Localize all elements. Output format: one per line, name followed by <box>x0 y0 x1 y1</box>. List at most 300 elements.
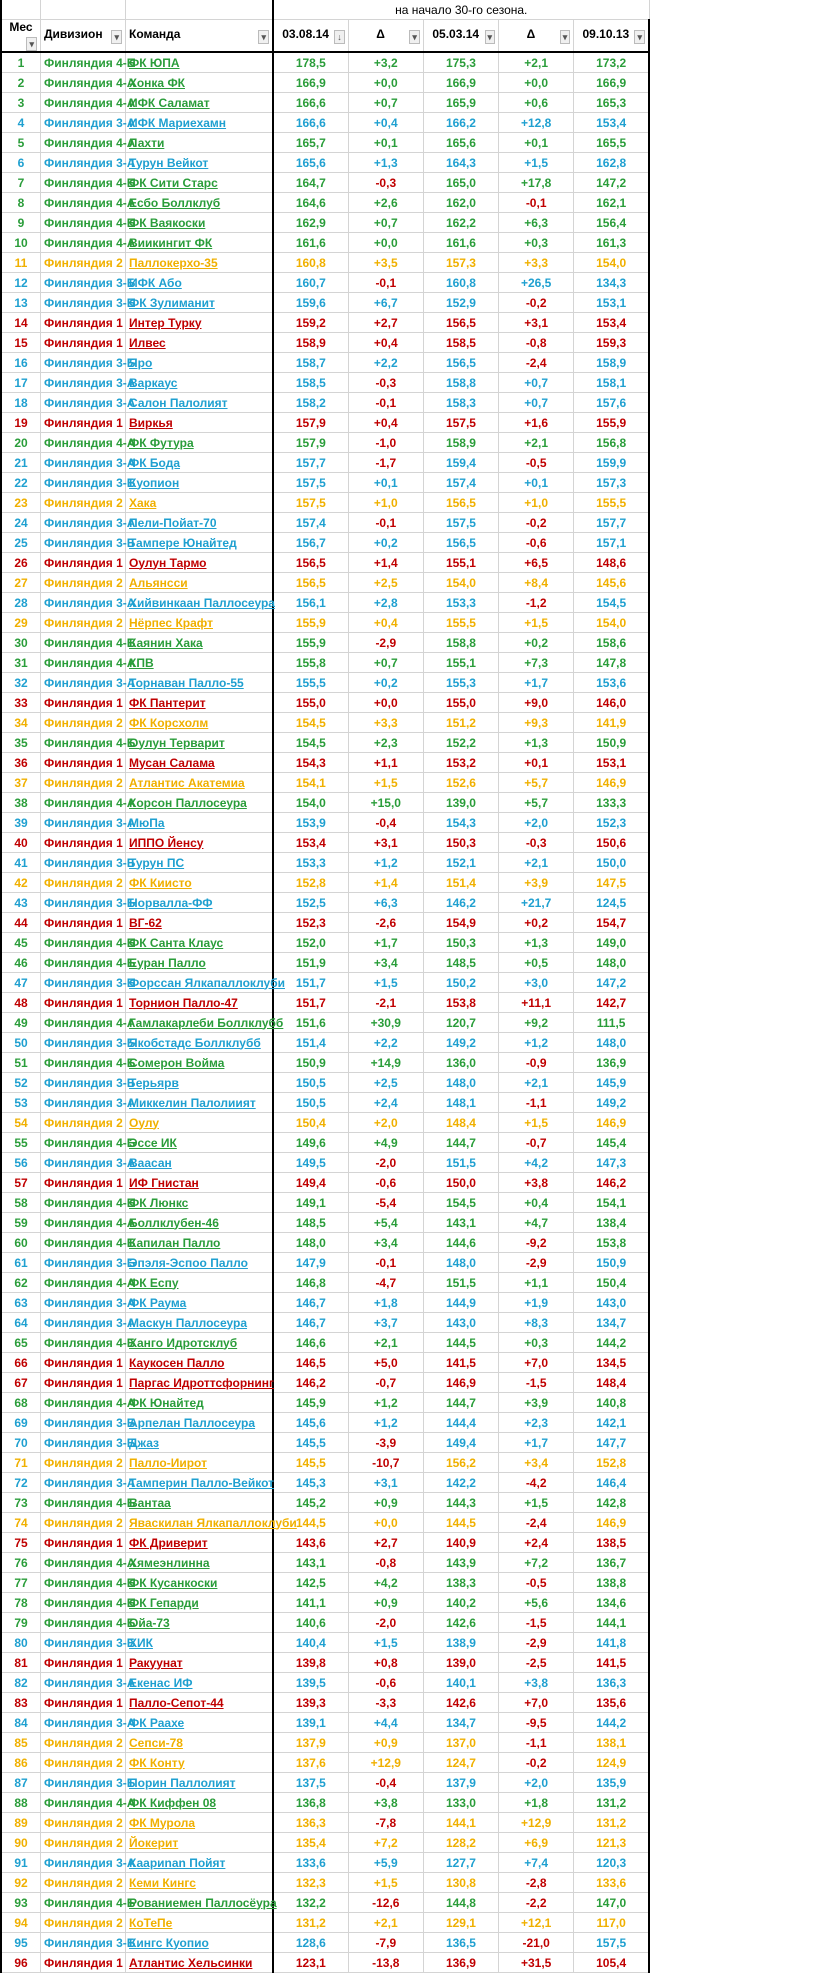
place-cell[interactable]: 7 <box>1 173 41 193</box>
team-cell[interactable]: Илвес <box>126 333 274 353</box>
division-cell[interactable]: Финляндия 4-Б <box>41 52 126 73</box>
team-cell[interactable]: КПВ <box>126 653 274 673</box>
rating-a-cell[interactable]: 151,6 <box>273 1013 348 1033</box>
rating-c-cell[interactable]: 147,0 <box>574 1893 649 1913</box>
rating-c-cell[interactable]: 173,2 <box>574 52 649 73</box>
rating-b-cell[interactable]: 156,5 <box>423 493 498 513</box>
place-cell[interactable]: 82 <box>1 1673 41 1693</box>
rating-a-cell[interactable]: 157,5 <box>273 493 348 513</box>
rating-c-cell[interactable]: 150,0 <box>574 853 649 873</box>
delta-a-cell[interactable]: +6,3 <box>348 893 423 913</box>
rating-c-cell[interactable]: 111,5 <box>574 1013 649 1033</box>
delta-a-cell[interactable]: -2,6 <box>348 913 423 933</box>
rating-a-cell[interactable]: 147,9 <box>273 1253 348 1273</box>
team-cell[interactable]: Оулун Тармо <box>126 553 274 573</box>
rating-a-cell[interactable]: 146,6 <box>273 1333 348 1353</box>
division-cell[interactable]: Финляндия 3-А <box>41 813 126 833</box>
team-cell[interactable]: Еуран Палло <box>126 953 274 973</box>
delta-b-cell[interactable]: +8,3 <box>499 1313 574 1333</box>
delta-b-cell[interactable]: +0,1 <box>499 133 574 153</box>
delta-a-cell[interactable]: -7,8 <box>348 1813 423 1833</box>
rating-b-cell[interactable]: 144,7 <box>423 1393 498 1413</box>
rating-b-cell[interactable]: 166,9 <box>423 73 498 93</box>
rating-b-cell[interactable]: 150,3 <box>423 933 498 953</box>
rating-a-cell[interactable]: 158,7 <box>273 353 348 373</box>
rating-b-cell[interactable]: 144,3 <box>423 1493 498 1513</box>
col-header-date-c[interactable]: 09.10.13 ▾ <box>574 20 649 53</box>
rating-b-cell[interactable]: 156,5 <box>423 353 498 373</box>
division-cell[interactable]: Финляндия 4-А <box>41 1013 126 1033</box>
delta-a-cell[interactable]: +0,1 <box>348 473 423 493</box>
division-cell[interactable]: Финляндия 3-А <box>41 1473 126 1493</box>
rating-c-cell[interactable]: 158,1 <box>574 373 649 393</box>
division-cell[interactable]: Финляндия 1 <box>41 1353 126 1373</box>
rating-b-cell[interactable]: 128,2 <box>423 1833 498 1853</box>
rating-a-cell[interactable]: 152,5 <box>273 893 348 913</box>
division-cell[interactable]: Финляндия 3-Б <box>41 1413 126 1433</box>
rating-b-cell[interactable]: 158,3 <box>423 393 498 413</box>
rating-c-cell[interactable]: 138,4 <box>574 1213 649 1233</box>
rating-a-cell[interactable]: 139,5 <box>273 1673 348 1693</box>
rating-a-cell[interactable]: 157,7 <box>273 453 348 473</box>
rating-a-cell[interactable]: 140,6 <box>273 1613 348 1633</box>
rating-c-cell[interactable]: 131,2 <box>574 1793 649 1813</box>
delta-a-cell[interactable]: -0,6 <box>348 1173 423 1193</box>
delta-b-cell[interactable]: +0,3 <box>499 1333 574 1353</box>
rating-b-cell[interactable]: 157,3 <box>423 253 498 273</box>
team-cell[interactable]: ИФК Саламат <box>126 93 274 113</box>
rating-c-cell[interactable]: 124,5 <box>574 893 649 913</box>
rating-a-cell[interactable]: 151,4 <box>273 1033 348 1053</box>
delta-b-cell[interactable]: +2,1 <box>499 853 574 873</box>
delta-b-cell[interactable]: +0,4 <box>499 1193 574 1213</box>
team-cell[interactable]: Сепси-78 <box>126 1733 274 1753</box>
delta-a-cell[interactable]: -0,3 <box>348 373 423 393</box>
col-header-delta-a[interactable]: Δ ▾ <box>348 20 423 53</box>
team-cell[interactable]: ФК Гепарди <box>126 1593 274 1613</box>
delta-a-cell[interactable]: +0,0 <box>348 693 423 713</box>
rating-a-cell[interactable]: 150,9 <box>273 1053 348 1073</box>
rating-c-cell[interactable]: 155,5 <box>574 493 649 513</box>
rating-b-cell[interactable]: 138,3 <box>423 1573 498 1593</box>
division-cell[interactable]: Финляндия 3-А <box>41 373 126 393</box>
place-cell[interactable]: 41 <box>1 853 41 873</box>
team-cell[interactable]: ИФК Мариехамн <box>126 113 274 133</box>
team-cell[interactable]: ИФК Або <box>126 273 274 293</box>
place-cell[interactable]: 65 <box>1 1333 41 1353</box>
rating-a-cell[interactable]: 159,6 <box>273 293 348 313</box>
rating-c-cell[interactable]: 145,6 <box>574 573 649 593</box>
delta-b-cell[interactable]: +11,1 <box>499 993 574 1013</box>
division-cell[interactable]: Финляндия 3-А <box>41 1093 126 1113</box>
delta-a-cell[interactable]: -0,4 <box>348 813 423 833</box>
delta-a-cell[interactable]: -2,9 <box>348 633 423 653</box>
place-cell[interactable]: 64 <box>1 1313 41 1333</box>
place-cell[interactable]: 63 <box>1 1293 41 1313</box>
delta-a-cell[interactable]: -5,4 <box>348 1193 423 1213</box>
delta-b-cell[interactable]: +1,5 <box>499 153 574 173</box>
rating-b-cell[interactable]: 140,1 <box>423 1673 498 1693</box>
rating-c-cell[interactable]: 143,0 <box>574 1293 649 1313</box>
division-cell[interactable]: Финляндия 4-Б <box>41 1593 126 1613</box>
rating-b-cell[interactable]: 165,0 <box>423 173 498 193</box>
delta-a-cell[interactable]: +2,5 <box>348 573 423 593</box>
place-cell[interactable]: 87 <box>1 1773 41 1793</box>
team-cell[interactable]: Ракуунат <box>126 1653 274 1673</box>
rating-a-cell[interactable]: 150,4 <box>273 1113 348 1133</box>
division-cell[interactable]: Финляндия 3-Б <box>41 293 126 313</box>
rating-c-cell[interactable]: 146,4 <box>574 1473 649 1493</box>
delta-b-cell[interactable]: +6,3 <box>499 213 574 233</box>
rating-a-cell[interactable]: 155,9 <box>273 613 348 633</box>
rating-c-cell[interactable]: 147,5 <box>574 873 649 893</box>
delta-b-cell[interactable]: +2,1 <box>499 433 574 453</box>
rating-b-cell[interactable]: 154,5 <box>423 1193 498 1213</box>
rating-b-cell[interactable]: 148,0 <box>423 1253 498 1273</box>
division-cell[interactable]: Финляндия 3-А <box>41 1673 126 1693</box>
delta-a-cell[interactable]: +1,1 <box>348 753 423 773</box>
rating-c-cell[interactable]: 153,6 <box>574 673 649 693</box>
division-cell[interactable]: Финляндия 4-А <box>41 1213 126 1233</box>
rating-b-cell[interactable]: 124,7 <box>423 1753 498 1773</box>
delta-a-cell[interactable]: -0,8 <box>348 1553 423 1573</box>
team-cell[interactable]: Лахти <box>126 133 274 153</box>
rating-c-cell[interactable]: 147,2 <box>574 173 649 193</box>
division-cell[interactable]: Финляндия 2 <box>41 1873 126 1893</box>
rating-c-cell[interactable]: 150,9 <box>574 1253 649 1273</box>
division-cell[interactable]: Финляндия 4-А <box>41 1553 126 1573</box>
team-cell[interactable]: Арпелан Паллосеура <box>126 1413 274 1433</box>
delta-a-cell[interactable]: +0,8 <box>348 1653 423 1673</box>
rating-c-cell[interactable]: 141,8 <box>574 1633 649 1653</box>
filter-dropdown-icon[interactable]: ▾ <box>409 30 420 44</box>
place-cell[interactable]: 4 <box>1 113 41 133</box>
place-cell[interactable]: 59 <box>1 1213 41 1233</box>
division-cell[interactable]: Финляндия 3-А <box>41 453 126 473</box>
rating-c-cell[interactable]: 105,4 <box>574 1953 649 1973</box>
delta-b-cell[interactable]: -2,4 <box>499 1513 574 1533</box>
place-cell[interactable]: 51 <box>1 1053 41 1073</box>
place-cell[interactable]: 62 <box>1 1273 41 1293</box>
rating-a-cell[interactable]: 156,5 <box>273 553 348 573</box>
division-cell[interactable]: Финляндия 1 <box>41 413 126 433</box>
team-cell[interactable]: ФК Юнайтед <box>126 1393 274 1413</box>
team-cell[interactable]: ФК Раахе <box>126 1713 274 1733</box>
delta-a-cell[interactable]: -2,0 <box>348 1153 423 1173</box>
rating-a-cell[interactable]: 141,1 <box>273 1593 348 1613</box>
delta-a-cell[interactable]: +30,9 <box>348 1013 423 1033</box>
team-cell[interactable]: ФК Киисто <box>126 873 274 893</box>
rating-a-cell[interactable]: 166,6 <box>273 113 348 133</box>
delta-b-cell[interactable]: +3,1 <box>499 313 574 333</box>
delta-b-cell[interactable]: -0,3 <box>499 833 574 853</box>
team-cell[interactable]: Турун ПС <box>126 853 274 873</box>
rating-a-cell[interactable]: 148,0 <box>273 1233 348 1253</box>
team-cell[interactable]: Вантаа <box>126 1493 274 1513</box>
delta-b-cell[interactable]: +5,7 <box>499 773 574 793</box>
place-cell[interactable]: 67 <box>1 1373 41 1393</box>
delta-b-cell[interactable]: +5,6 <box>499 1593 574 1613</box>
rating-c-cell[interactable]: 121,3 <box>574 1833 649 1853</box>
delta-b-cell[interactable]: -0,8 <box>499 333 574 353</box>
team-cell[interactable]: Якобстадс Боллклубб <box>126 1033 274 1053</box>
delta-a-cell[interactable]: +0,4 <box>348 113 423 133</box>
team-cell[interactable]: Нёрпес Крафт <box>126 613 274 633</box>
rating-b-cell[interactable]: 158,8 <box>423 633 498 653</box>
place-cell[interactable]: 52 <box>1 1073 41 1093</box>
delta-a-cell[interactable]: +0,9 <box>348 1733 423 1753</box>
place-cell[interactable]: 95 <box>1 1933 41 1953</box>
rating-c-cell[interactable]: 157,6 <box>574 393 649 413</box>
rating-c-cell[interactable]: 150,4 <box>574 1273 649 1293</box>
division-cell[interactable]: Финляндия 4-Б <box>41 953 126 973</box>
rating-c-cell[interactable]: 146,9 <box>574 1113 649 1133</box>
rating-b-cell[interactable]: 146,9 <box>423 1373 498 1393</box>
division-cell[interactable]: Финляндия 4-А <box>41 73 126 93</box>
rating-b-cell[interactable]: 136,5 <box>423 1933 498 1953</box>
division-cell[interactable]: Финляндия 2 <box>41 773 126 793</box>
rating-c-cell[interactable]: 146,9 <box>574 1513 649 1533</box>
division-cell[interactable]: Финляндия 3-Б <box>41 1773 126 1793</box>
place-cell[interactable]: 5 <box>1 133 41 153</box>
rating-c-cell[interactable]: 136,7 <box>574 1553 649 1573</box>
rating-a-cell[interactable]: 146,7 <box>273 1293 348 1313</box>
place-cell[interactable]: 68 <box>1 1393 41 1413</box>
delta-b-cell[interactable]: +5,7 <box>499 793 574 813</box>
place-cell[interactable]: 49 <box>1 1013 41 1033</box>
rating-a-cell[interactable]: 145,5 <box>273 1433 348 1453</box>
division-cell[interactable]: Финляндия 3-Б <box>41 1433 126 1453</box>
division-cell[interactable]: Финляндия 4-Б <box>41 633 126 653</box>
delta-b-cell[interactable]: +9,0 <box>499 693 574 713</box>
rating-a-cell[interactable]: 165,7 <box>273 133 348 153</box>
delta-a-cell[interactable]: +3,1 <box>348 833 423 853</box>
rating-b-cell[interactable]: 155,5 <box>423 613 498 633</box>
team-cell[interactable]: Хака <box>126 493 274 513</box>
place-cell[interactable]: 13 <box>1 293 41 313</box>
place-cell[interactable]: 45 <box>1 933 41 953</box>
place-cell[interactable]: 15 <box>1 333 41 353</box>
delta-b-cell[interactable]: +1,3 <box>499 733 574 753</box>
rating-c-cell[interactable]: 150,9 <box>574 733 649 753</box>
rating-b-cell[interactable]: 165,9 <box>423 93 498 113</box>
place-cell[interactable]: 24 <box>1 513 41 533</box>
place-cell[interactable]: 3 <box>1 93 41 113</box>
rating-b-cell[interactable]: 137,0 <box>423 1733 498 1753</box>
team-cell[interactable]: ФК Футура <box>126 433 274 453</box>
place-cell[interactable]: 6 <box>1 153 41 173</box>
place-cell[interactable]: 17 <box>1 373 41 393</box>
place-cell[interactable]: 86 <box>1 1753 41 1773</box>
delta-a-cell[interactable]: +1,3 <box>348 153 423 173</box>
division-cell[interactable]: Финляндия 3-Б <box>41 473 126 493</box>
division-cell[interactable]: Финляндия 4-Б <box>41 733 126 753</box>
rating-c-cell[interactable]: 140,8 <box>574 1393 649 1413</box>
rating-a-cell[interactable]: 156,5 <box>273 573 348 593</box>
rating-c-cell[interactable]: 148,0 <box>574 1033 649 1053</box>
rating-c-cell[interactable]: 138,8 <box>574 1573 649 1593</box>
rating-a-cell[interactable]: 145,3 <box>273 1473 348 1493</box>
delta-b-cell[interactable]: +7,4 <box>499 1853 574 1873</box>
team-cell[interactable]: Оулун Терварит <box>126 733 274 753</box>
rating-a-cell[interactable]: 137,6 <box>273 1753 348 1773</box>
place-cell[interactable]: 42 <box>1 873 41 893</box>
rating-b-cell[interactable]: 156,5 <box>423 313 498 333</box>
division-cell[interactable]: Финляндия 3-А <box>41 1153 126 1173</box>
rating-a-cell[interactable]: 132,3 <box>273 1873 348 1893</box>
delta-a-cell[interactable]: +0,1 <box>348 133 423 153</box>
rating-a-cell[interactable]: 139,1 <box>273 1713 348 1733</box>
place-cell[interactable]: 10 <box>1 233 41 253</box>
team-cell[interactable]: Эпэля-Эспоо Палло <box>126 1253 274 1273</box>
rating-a-cell[interactable]: 143,1 <box>273 1553 348 1573</box>
rating-b-cell[interactable]: 150,0 <box>423 1173 498 1193</box>
division-cell[interactable]: Финляндия 3-Б <box>41 1253 126 1273</box>
rating-c-cell[interactable]: 153,1 <box>574 753 649 773</box>
rating-a-cell[interactable]: 155,8 <box>273 653 348 673</box>
delta-b-cell[interactable]: +2,0 <box>499 1773 574 1793</box>
rating-c-cell[interactable]: 155,9 <box>574 413 649 433</box>
rating-b-cell[interactable]: 154,0 <box>423 573 498 593</box>
team-cell[interactable]: Атлантис Хельсинки <box>126 1953 274 1973</box>
rating-a-cell[interactable]: 154,5 <box>273 733 348 753</box>
delta-a-cell[interactable]: -4,7 <box>348 1273 423 1293</box>
delta-b-cell[interactable]: +26,5 <box>499 273 574 293</box>
place-cell[interactable]: 85 <box>1 1733 41 1753</box>
delta-a-cell[interactable]: +1,4 <box>348 553 423 573</box>
division-cell[interactable]: Финляндия 3-А <box>41 1313 126 1333</box>
delta-a-cell[interactable]: +15,0 <box>348 793 423 813</box>
rating-c-cell[interactable]: 158,9 <box>574 353 649 373</box>
delta-a-cell[interactable]: +0,7 <box>348 213 423 233</box>
delta-b-cell[interactable]: +0,2 <box>499 633 574 653</box>
delta-b-cell[interactable]: +0,3 <box>499 233 574 253</box>
rating-a-cell[interactable]: 158,2 <box>273 393 348 413</box>
division-cell[interactable]: Финляндия 4-А <box>41 193 126 213</box>
place-cell[interactable]: 78 <box>1 1593 41 1613</box>
division-cell[interactable]: Финляндия 4-Б <box>41 1233 126 1253</box>
col-header-place[interactable]: Мес ▾ <box>1 20 41 53</box>
place-cell[interactable]: 8 <box>1 193 41 213</box>
delta-a-cell[interactable]: +0,9 <box>348 1493 423 1513</box>
team-cell[interactable]: Паллокерхо-35 <box>126 253 274 273</box>
delta-a-cell[interactable]: +1,5 <box>348 973 423 993</box>
rating-c-cell[interactable]: 152,3 <box>574 813 649 833</box>
delta-a-cell[interactable]: +2,1 <box>348 1913 423 1933</box>
team-cell[interactable]: МюПа <box>126 813 274 833</box>
division-cell[interactable]: Финляндия 1 <box>41 913 126 933</box>
delta-b-cell[interactable]: -4,2 <box>499 1473 574 1493</box>
delta-b-cell[interactable]: +17,8 <box>499 173 574 193</box>
delta-a-cell[interactable]: -0,4 <box>348 1773 423 1793</box>
filter-dropdown-icon[interactable]: ▾ <box>26 37 37 51</box>
delta-b-cell[interactable]: +0,2 <box>499 913 574 933</box>
delta-a-cell[interactable]: -1,7 <box>348 453 423 473</box>
delta-a-cell[interactable]: +2,0 <box>348 1113 423 1133</box>
rating-a-cell[interactable]: 160,8 <box>273 253 348 273</box>
rating-c-cell[interactable]: 134,7 <box>574 1313 649 1333</box>
team-cell[interactable]: Боллклубен-46 <box>126 1213 274 1233</box>
delta-a-cell[interactable]: +2,2 <box>348 353 423 373</box>
team-cell[interactable]: ФК Еспу <box>126 1273 274 1293</box>
rating-b-cell[interactable]: 160,8 <box>423 273 498 293</box>
delta-a-cell[interactable]: -2,1 <box>348 993 423 1013</box>
division-cell[interactable]: Финляндия 1 <box>41 753 126 773</box>
col-header-date-a[interactable]: 03.08.14 ↓ <box>273 20 348 53</box>
rating-b-cell[interactable]: 175,3 <box>423 52 498 73</box>
delta-b-cell[interactable]: -2,8 <box>499 1873 574 1893</box>
rating-c-cell[interactable]: 141,9 <box>574 713 649 733</box>
place-cell[interactable]: 58 <box>1 1193 41 1213</box>
delta-b-cell[interactable]: -1,2 <box>499 593 574 613</box>
delta-b-cell[interactable]: -0,9 <box>499 1053 574 1073</box>
rating-a-cell[interactable]: 149,5 <box>273 1153 348 1173</box>
rating-c-cell[interactable]: 144,2 <box>574 1333 649 1353</box>
delta-b-cell[interactable]: -0,2 <box>499 293 574 313</box>
rating-c-cell[interactable]: 157,7 <box>574 513 649 533</box>
place-cell[interactable]: 32 <box>1 673 41 693</box>
team-cell[interactable]: ИППО Йенсу <box>126 833 274 853</box>
delta-b-cell[interactable]: +3,3 <box>499 253 574 273</box>
rating-b-cell[interactable]: 148,4 <box>423 1113 498 1133</box>
delta-b-cell[interactable]: +8,4 <box>499 573 574 593</box>
rating-b-cell[interactable]: 151,2 <box>423 713 498 733</box>
delta-a-cell[interactable]: -0,6 <box>348 1673 423 1693</box>
delta-b-cell[interactable]: +7,2 <box>499 1553 574 1573</box>
team-cell[interactable]: Альянсси <box>126 573 274 593</box>
rating-c-cell[interactable]: 165,3 <box>574 93 649 113</box>
rating-c-cell[interactable]: 153,1 <box>574 293 649 313</box>
rating-a-cell[interactable]: 151,9 <box>273 953 348 973</box>
place-cell[interactable]: 69 <box>1 1413 41 1433</box>
place-cell[interactable]: 47 <box>1 973 41 993</box>
rating-c-cell[interactable]: 117,0 <box>574 1913 649 1933</box>
team-cell[interactable]: Яваскилан Ялкапаллоклуби <box>126 1513 274 1533</box>
place-cell[interactable]: 55 <box>1 1133 41 1153</box>
division-cell[interactable]: Финляндия 2 <box>41 1513 126 1533</box>
rating-b-cell[interactable]: 144,5 <box>423 1513 498 1533</box>
place-cell[interactable]: 19 <box>1 413 41 433</box>
division-cell[interactable]: Финляндия 3-А <box>41 593 126 613</box>
rating-c-cell[interactable]: 147,7 <box>574 1433 649 1453</box>
rating-b-cell[interactable]: 137,9 <box>423 1773 498 1793</box>
rating-a-cell[interactable]: 145,6 <box>273 1413 348 1433</box>
rating-c-cell[interactable]: 147,8 <box>574 653 649 673</box>
delta-a-cell[interactable]: +1,2 <box>348 1413 423 1433</box>
place-cell[interactable]: 77 <box>1 1573 41 1593</box>
team-cell[interactable]: Эссе ИК <box>126 1133 274 1153</box>
rating-c-cell[interactable]: 134,3 <box>574 273 649 293</box>
team-cell[interactable]: Варкаус <box>126 373 274 393</box>
team-cell[interactable]: ХИК <box>126 1633 274 1653</box>
delta-b-cell[interactable]: +12,8 <box>499 113 574 133</box>
rating-b-cell[interactable]: 152,9 <box>423 293 498 313</box>
division-cell[interactable]: Финляндия 4-Б <box>41 1893 126 1913</box>
rating-a-cell[interactable]: 149,1 <box>273 1193 348 1213</box>
place-cell[interactable]: 11 <box>1 253 41 273</box>
rating-a-cell[interactable]: 159,2 <box>273 313 348 333</box>
rating-a-cell[interactable]: 146,2 <box>273 1373 348 1393</box>
team-cell[interactable]: Гамлакарлеби Боллклубб <box>126 1013 274 1033</box>
rating-c-cell[interactable]: 154,0 <box>574 613 649 633</box>
division-cell[interactable]: Финляндия 1 <box>41 553 126 573</box>
delta-a-cell[interactable]: -0,1 <box>348 513 423 533</box>
rating-b-cell[interactable]: 165,6 <box>423 133 498 153</box>
team-cell[interactable]: ФК Бода <box>126 453 274 473</box>
division-cell[interactable]: Финляндия 4-А <box>41 1273 126 1293</box>
rating-b-cell[interactable]: 164,3 <box>423 153 498 173</box>
division-cell[interactable]: Финляндия 4-Б <box>41 1193 126 1213</box>
